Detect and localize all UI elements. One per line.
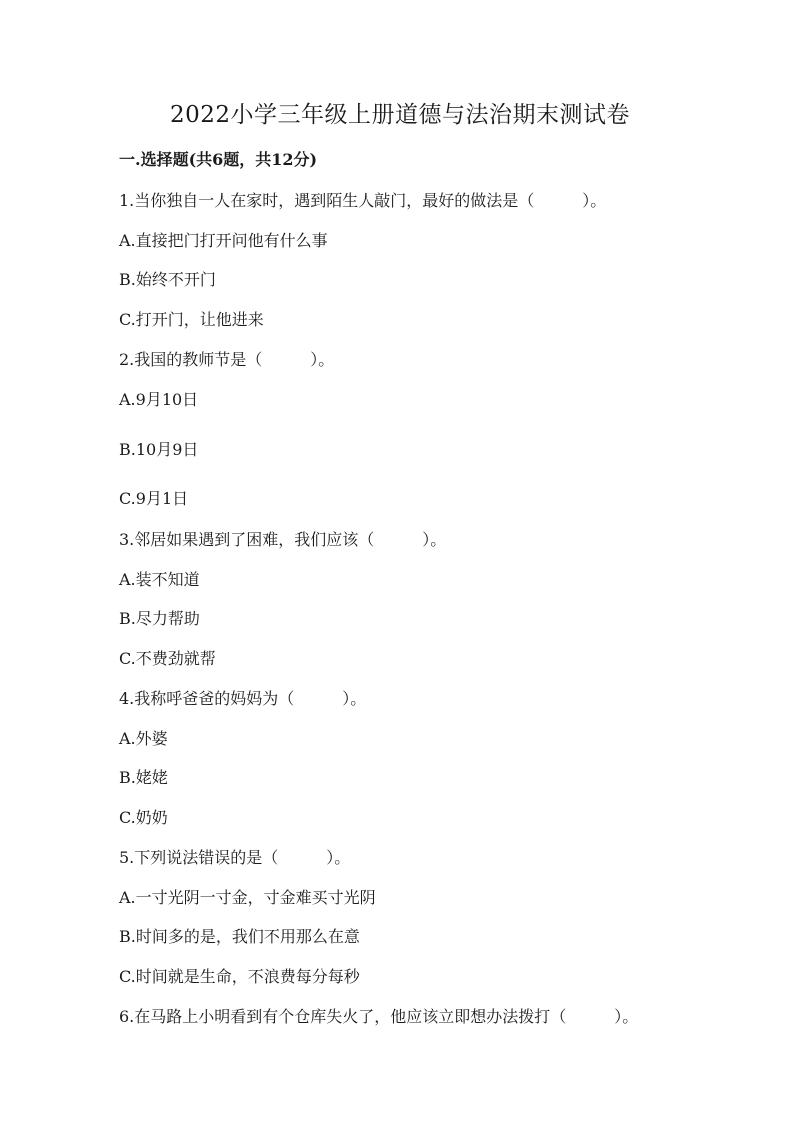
question-2-stem: 2.我国的教师节是（ ）。 (119, 350, 335, 369)
question-1-option-c: C.打开门，让他进来 (119, 310, 264, 329)
section-header: 一.选择题(共6题，共12分) (119, 150, 318, 169)
question-3-option-a: A.装不知道 (119, 570, 200, 589)
question-1-option-b: B.始终不开门 (119, 270, 216, 289)
question-1-option-a: A.直接把门打开问他有什么事 (119, 231, 328, 250)
question-2-option-b: B.10月9日 (119, 440, 199, 459)
question-2-option-c: C.9月1日 (119, 489, 189, 508)
question-4-option-c: C.奶奶 (119, 808, 168, 827)
exam-title: 2022小学三年级上册道德与法治期末测试卷 (169, 102, 631, 128)
question-3-option-b: B.尽力帮助 (119, 609, 200, 628)
question-4-option-b: B.姥姥 (119, 768, 168, 787)
question-4-option-a: A.外婆 (119, 729, 168, 748)
question-1-stem: 1.当你独自一人在家时，遇到陌生人敲门，最好的做法是（ ）。 (119, 191, 607, 210)
question-2-option-a: A.9月10日 (119, 390, 199, 409)
question-3-stem: 3.邻居如果遇到了困难，我们应该（ ）。 (119, 530, 447, 549)
question-6-stem: 6.在马路上小明看到有个仓库失火了，他应该立即想办法拨打（ ）。 (119, 1007, 639, 1026)
question-5-option-b: B.时间多的是，我们不用那么在意 (119, 927, 360, 946)
question-5-option-a: A.一寸光阴一寸金，寸金难买寸光阴 (119, 888, 376, 907)
question-5-stem: 5.下列说法错误的是（ ）。 (119, 848, 351, 867)
question-4-stem: 4.我称呼爸爸的妈妈为（ ）。 (119, 689, 367, 708)
question-5-option-c: C.时间就是生命，不浪费每分每秒 (119, 967, 360, 986)
question-3-option-c: C.不费劲就帮 (119, 649, 216, 668)
